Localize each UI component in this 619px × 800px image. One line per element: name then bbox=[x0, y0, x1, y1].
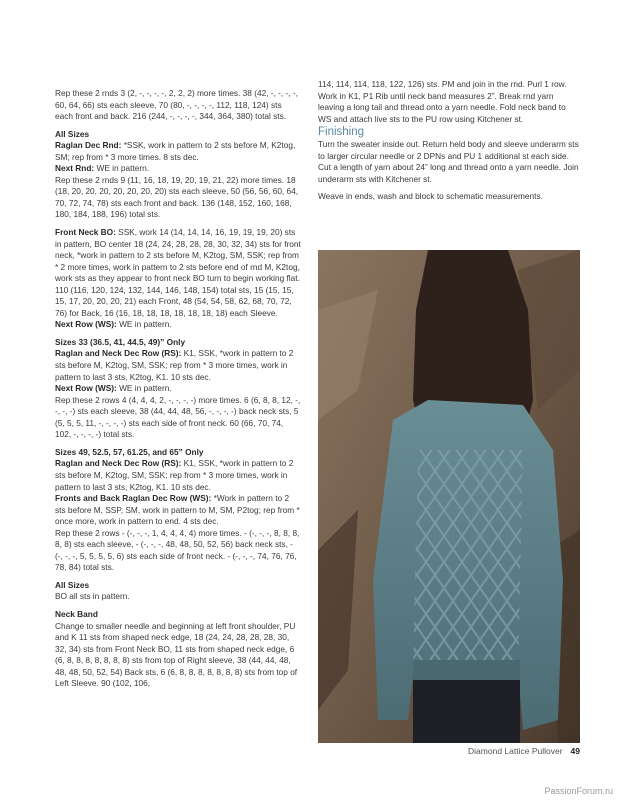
instruction-paragraph bbox=[55, 348, 301, 383]
instruction-paragraph bbox=[55, 227, 301, 319]
instruction-text: K1, SSK, *work in pattern to 2 sts before M, K2tog, SM, SSK; rep from * 3 more times, work in pattern to last 3 sts, K2tog, K1. 10 sts dec. bbox=[55, 458, 294, 492]
watermark: PassionForum.ru bbox=[544, 786, 613, 796]
page-footer bbox=[400, 746, 580, 756]
instruction-text: WE in pattern. bbox=[116, 319, 172, 330]
instruction-text: WE in pattern. bbox=[94, 163, 150, 174]
paragraph: 114, 114, 114, 118, 122, 126) sts. PM and join in the rnd. Purl 1 row. Work in K1, P1 Rib until neck band measures 2”. Break rnd yarn leaving a long tail and thread onto a yarn needle. Fold neck band to WS and attach live sts to the PU row using Kitchener st. bbox=[318, 79, 567, 124]
subheading: All Sizes bbox=[55, 128, 90, 139]
pattern-text-left bbox=[55, 88, 301, 690]
paragraph: Change to smaller needle and beginning at left front shoulder, PU and K 11 sts from shaped neck edge, 18 (24, 24, 28, 28, 28, 30, 32, 34) sts from Front Neck BO, 11 sts from shaped neck edge, 6 (6, 8, 8, 8, 8, 8, 8, 8) sts from top of Right sleeve, 38 (44, 44, 48, 48, 48, 50, 52, 54) Back sts, 6 (6, 8, 8, 8, 8, 8, 8, 8) sts from top of Left Sleeve. 90 (102, 106, bbox=[55, 620, 298, 689]
instruction-paragraph bbox=[55, 319, 301, 331]
pattern-text-right bbox=[318, 79, 580, 203]
instruction-text: *Work in pattern to 2 sts before M, SSP, SM, work in pattern to M, SM, P2tog; rep from * once more, work in pattern to end. 4 sts dec. bbox=[55, 493, 300, 527]
instruction-text: SSK, work 14 (14, 14, 14, 16, 19, 19, 19, 20) sts in pattern, BO center 18 (24, 24, 28, 28, 28, 30, 32, 34) sts for front neck, *work in pattern to 2 sts before M, K2tog, SM, SSK; rep from * 2 more times, work in pattern to 2 sts before end of rnd M, K2tog, work sts as they appear to front neck BO turn to begin working flat. 110 (116, 120, 124, 132, 144, 146, 148, 154) total sts, 15 (15, 15, 15, 17, 20, 20, 20, 21) each Front, 48 (54, 54, 58, 62, 68, 70, 72, 76) for Back, 16 (16, 18, 18, 18, 18, 18, 18, 18) each Sleeve. bbox=[55, 227, 301, 318]
paragraph: Rep these 2 rows 4 (4, 4, 4, 2, -, -, -, -) more times. 6 (6, 8, 8, 12, -, -, -, -) sts each sleeve, 38 (44, 44, 48, 56, -, -, -, -) back neck sts, 5 (5, 5, 5, 11, -, -, -, -) sts each side of front neck. 60 (66, 70, 74, 102, -, -, -, -) total sts. bbox=[55, 394, 301, 440]
instruction-label: Raglan and Neck Dec Row (RS): bbox=[55, 458, 182, 469]
instruction-paragraph bbox=[55, 140, 301, 163]
instruction-label: Raglan and Neck Dec Row (RS): bbox=[55, 348, 182, 359]
instruction-text: WE in pattern. bbox=[116, 383, 172, 394]
instruction-paragraph bbox=[55, 493, 301, 528]
instruction-label: Next Rnd: bbox=[55, 163, 95, 174]
instruction-label: Front Neck BO: bbox=[55, 227, 116, 238]
instruction-paragraph bbox=[55, 163, 301, 175]
instruction-label: Fronts and Back Raglan Dec Row (WS): bbox=[55, 493, 212, 504]
instruction-label: Raglan Dec Rnd: bbox=[55, 140, 122, 151]
instruction-paragraph bbox=[55, 458, 301, 493]
instruction-label: Next Row (WS): bbox=[55, 319, 117, 330]
paragraph: BO all sts in pattern. bbox=[55, 591, 130, 602]
paragraph: Rep these 2 rnds 3 (2, -, -, -, -, 2, 2, 2) more times. 38 (42, -, -, -, -, 60, 64, 66) sts each sleeve, 70 (80, -, -, -, -, 112, 118, 124) sts each front and back. 216 (244, -, -, -, -, 344, 364, 380) total sts. bbox=[55, 88, 298, 122]
instruction-paragraph bbox=[55, 383, 301, 395]
subheading: All Sizes bbox=[55, 579, 90, 590]
instruction-label: Next Row (WS): bbox=[55, 383, 117, 394]
subheading: Sizes 33 (36.5, 41, 44.5, 49)” Only bbox=[55, 336, 186, 347]
subheading: Sizes 49, 52.5, 57, 61.25, and 65” Only bbox=[55, 446, 204, 457]
paragraph: Rep these 2 rows - (-, -, -, 1, 4, 4, 4, 4) more times. - (-, -, -, 8, 8, 8, 8, 8) sts each sleeve, - (-, -, -, 48, 48, 50, 52, 56) back neck sts, - (-, -, -, 5, 5, 5, 5, 6) sts each side of front neck. - (-, -, -, 74, 76, 76, 78, 84) total sts. bbox=[55, 527, 300, 573]
instruction-text: *SSK, work in pattern to 2 sts before M, K2tog, SM; rep from * 3 more times. 8 sts dec. bbox=[55, 140, 296, 162]
paragraph: Weave in ends, wash and block to schematic measurements. bbox=[318, 191, 543, 202]
paragraph: Rep these 2 rnds 9 (11, 16, 18, 19, 20, 19, 21, 22) more times. 18 (18, 20, 20, 20, 20, 20, 20, 20) sts each sleeve, 50 (56, 56, 60, 64, 70, 72, 74, 78) sts each front and back. 136 (148, 152, 160, 168, 180, 184, 188, 196) total sts. bbox=[55, 174, 299, 220]
model-photo bbox=[318, 250, 580, 743]
section-heading: Finishing bbox=[318, 126, 365, 139]
subheading: Neck Band bbox=[55, 608, 98, 619]
page-number: 49 bbox=[570, 746, 580, 756]
instruction-text: K1, SSK, *work in pattern to 2 sts before M, K2tog, SM, SSK; rep from * 3 more times, work in pattern to last 3 sts, K2tog, K1. 10 sts dec. bbox=[55, 348, 294, 382]
pattern-title: Diamond Lattice Pullover bbox=[468, 746, 563, 756]
paragraph: Turn the sweater inside out. Return held body and sleeve underarm sts to larger circular needle or 2 DPNs and PU 1 additional st each side. Cut a length of yarn about 24” long and thread onto a yarn needle. Join underarm sts with Kitchener st. bbox=[318, 139, 579, 184]
